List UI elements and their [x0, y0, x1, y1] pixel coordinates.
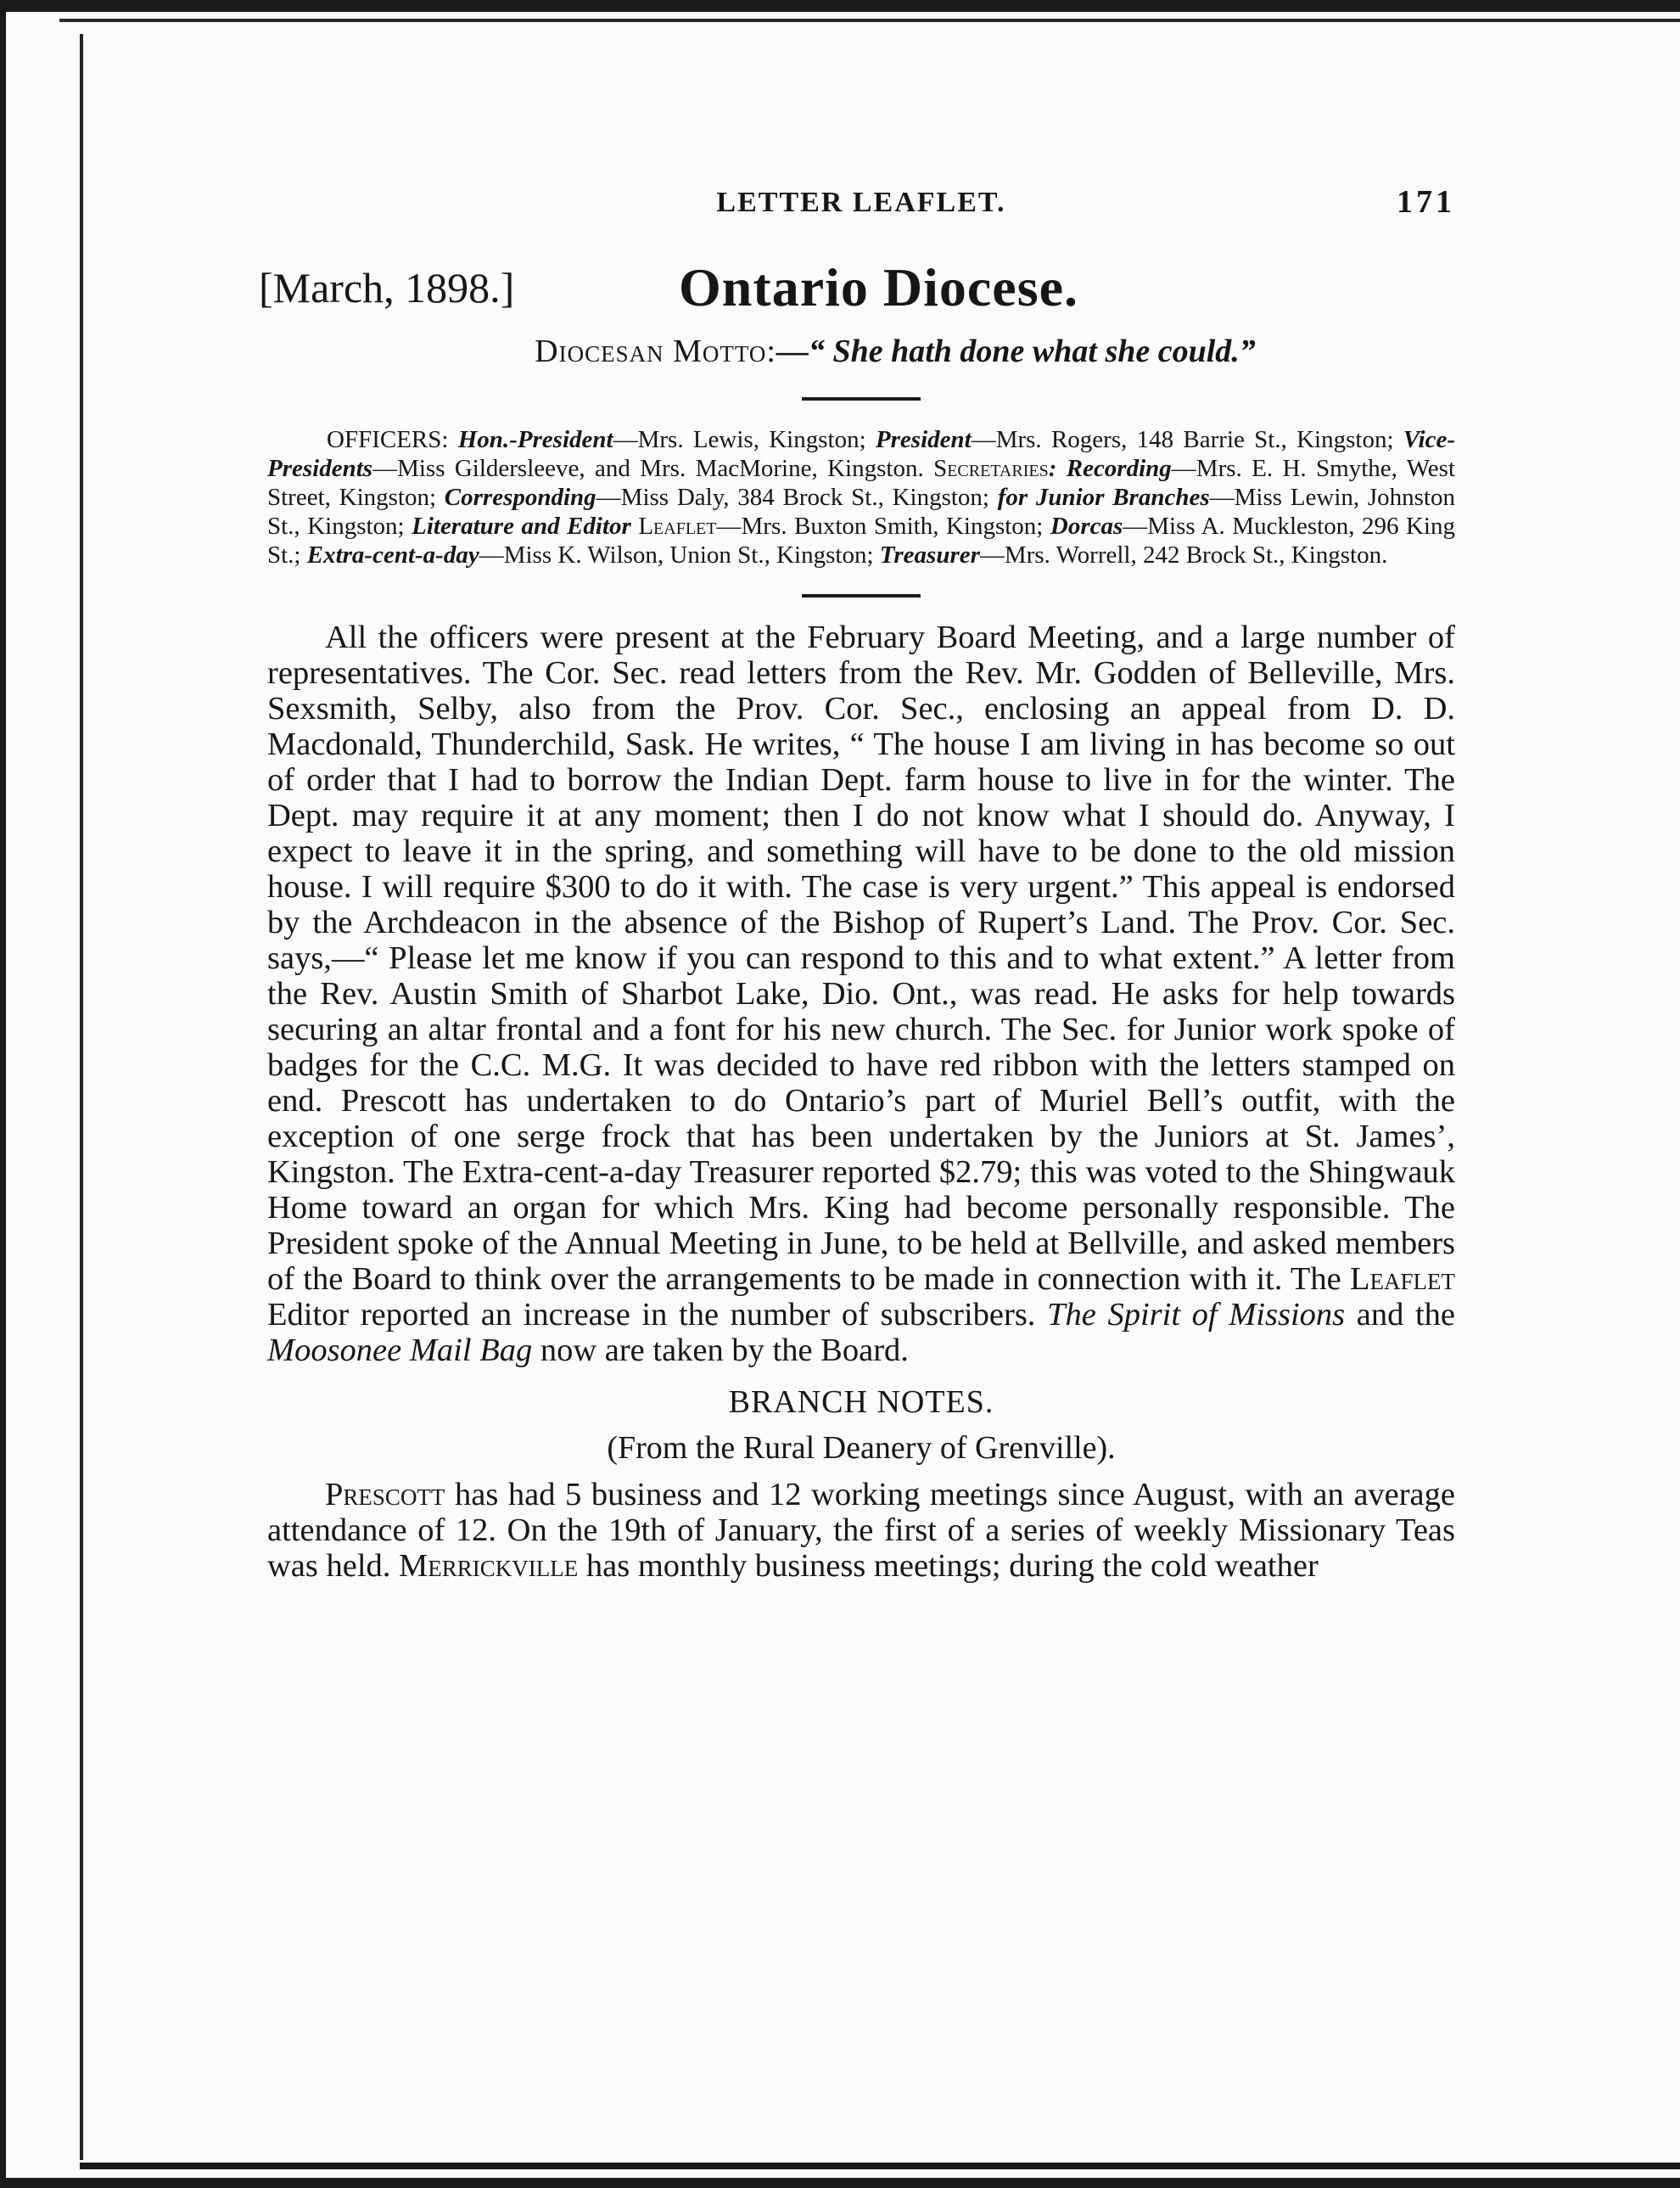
literature-role: Literature and Editor [412, 513, 639, 540]
running-head [267, 184, 1455, 238]
junior-branches-role: for Junior Branches [997, 484, 1210, 511]
scan-border-left-inner [80, 34, 83, 2160]
branch-notes-subtitle: (From the Rural Deanery of Grenville). [607, 1430, 1116, 1466]
branch-notes-title: BRANCH NOTES. [728, 1384, 994, 1420]
president-role: President [875, 426, 972, 453]
divider-rule [802, 397, 921, 401]
recording-secretary: —Mrs. E. H. Smythe, West Street, Kingston; [267, 455, 1455, 511]
board-leaflet-label: Leaflet [1349, 1261, 1455, 1297]
dorcas-role: Dorcas [1050, 513, 1123, 540]
divider-rule-2 [802, 594, 921, 597]
prescott-text: has had 5 business and 12 working meetings since August, with an average attendance of 12. On the 19th of January, the first of a series of weekly Missionary Teas was held. [267, 1477, 1455, 1584]
spirit-of-missions-title: The Spirit of Missions [1047, 1297, 1346, 1332]
merrickville-text: has monthly business meetings; during the cold weather [578, 1548, 1319, 1584]
scan-border-top [0, 0, 1680, 12]
extra-cent-secretary: —Miss K. Wilson, Union St., Kingston; [479, 541, 880, 569]
board-text-2: Editor reported an increase in the number of subscribers. [267, 1297, 1048, 1332]
vice-presidents-role: Vice-Presidents [267, 426, 1455, 482]
moosonee-mail-bag-title: Moosonee Mail Bag [267, 1332, 533, 1368]
merrickville-label: Merrickville [399, 1548, 579, 1584]
page-content [259, 184, 1455, 1584]
motto-label: Diocesan Motto: [535, 334, 776, 369]
president: —Mrs. Rogers, 148 Barrie St., Kingston; [971, 426, 1403, 453]
corresponding-role: Corresponding [444, 484, 596, 511]
junior-branches-secretary: —Miss Lewin, Johnston St., Kingston; [267, 484, 1455, 540]
board-text-4: now are taken by the Board. [532, 1332, 909, 1368]
secretaries-label: Secretaries [933, 455, 1049, 482]
page-number: 171 [1397, 184, 1455, 220]
hon-president-role: Hon.-President [457, 426, 613, 453]
literature-editor: —Mrs. Buxton Smith, Kingston; [716, 513, 1050, 540]
scan-border-bottom [0, 2178, 1680, 2188]
corresponding-secretary: —Miss Daly, 384 Brock St., Kingston; [596, 484, 998, 511]
board-text-3: and the [1345, 1297, 1455, 1332]
officers-lead: OFFICERS: [327, 426, 458, 453]
scan-border-bottom-inner [80, 2163, 1680, 2169]
diocesan-motto [267, 333, 1455, 370]
leaflet-label: Leaflet [638, 513, 717, 540]
scan-border-top-inner [59, 19, 1680, 22]
diocese-title: Ontario Diocese. [679, 257, 1078, 317]
recording-role: : Recording [1048, 455, 1172, 482]
branch-notes-paragraph [267, 1477, 1455, 1584]
treasurer-role: Treasurer [879, 541, 980, 569]
hon-president: —Mrs. Lewis, Kingston; [613, 426, 876, 453]
treasurer: —Mrs. Worrell, 242 Brock St., Kingston. [979, 541, 1388, 569]
motto-text: —“ She hath done what she could.” [776, 334, 1256, 369]
extra-cent-role: Extra-cent-a-day [306, 541, 479, 569]
dorcas-secretary: —Miss A. Muckleston, 296 King St.; [267, 513, 1455, 569]
board-meeting-paragraph [267, 620, 1455, 1368]
prescott-label: Prescott [325, 1477, 445, 1512]
board-text-1: All the officers were present at the February Board Meeting, and a large number of representatives. The Cor. Sec. read letters from the Rev. Mr. Godden of Belleville, Mrs. Sexsmith, Selby, also from the Prov. Cor. Sec., enclosing an appeal from D. D. Macdonald, Thunderchild, Sask. He writes, “ The house I am living in has become so out of order that I had to borrow the Indian Dept. farm house to live in for the winter. The Dept. may require it at any moment; then I do not know what I should do. Anyway, I expect to leave it in the spring, and something will have to be done to the old mission house. I will require $300 to do it with. The case is very urgent.” This appeal is endorsed by the Archdeacon in the absence of the Bishop of Rupert’s Land. The Prov. Cor. Sec. says,—“ Please let me know if you can respond to this and to what extent.” A letter from the Rev. Austin Smith of Sharbot Lake, Dio. Ont., was read. He asks for help towards securing an altar frontal and a font for his new church. The Sec. for Junior work spoke of badges for the C.C. M.G. It was decided to have red ribbon with the letters stamped on end. Prescott has undertaken to do Ontario’s part of Muriel Bell’s outfit, with the exception of one serge frock that has been undertaken by the Juniors at St. James’, Kingston. The Extra-cent-a-day Treasurer reported $2.79; this was voted to the Shingwauk Home toward an organ for which Mrs. King had become personally responsible. The President spoke of the Annual Meeting in June, to be held at Bellville, and asked members of the Board to think over the arrangements to be made in connection with it. The [267, 620, 1455, 1297]
issue-date: [March, 1898.] [259, 264, 515, 311]
running-title: LETTER LEAFLET. [716, 187, 1006, 218]
officers-list [267, 425, 1455, 569]
vice-presidents: —Miss Gildersleeve, and Mrs. MacMorine, Kingston. [372, 455, 934, 482]
title-row [259, 256, 1455, 324]
scan-border-left [0, 0, 6, 2188]
